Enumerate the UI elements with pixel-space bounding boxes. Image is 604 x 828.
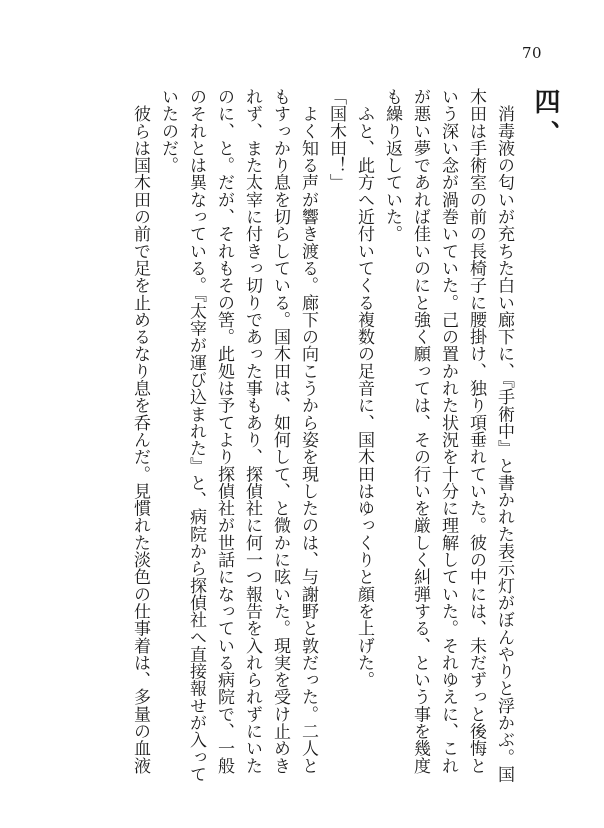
text-line: も繰り返していた。 bbox=[382, 88, 402, 243]
text-line: のに、と。だが、それもその筈。此処は予てより探偵社が世話になっている病院で、一般 bbox=[214, 88, 234, 774]
chapter-title: 四、 bbox=[530, 88, 560, 152]
text-line: れず、また太宰に付きっ切りであった事もあり、探偵社に何一つ報告を入れられずにいた bbox=[242, 88, 262, 774]
text-line: ふと、此方へ近付いてくる複数の足音に、国木田はゆっくりと顔を上げた。 bbox=[354, 88, 374, 689]
text-line: いたのだ。 bbox=[158, 88, 178, 174]
text-line: 木田は手術室の前の長椅子に腰掛け、独り項垂れていた。彼の中には、未だずっと後悔と bbox=[466, 88, 486, 774]
text-line: もすっかり息を切らしている。国木田は、如何して、と微かに呟いた。現実を受け止めき bbox=[270, 88, 290, 774]
text-line: が悪い夢であれば佳いのにと強く願っては、その行いを厳しく糾弾する、という事を幾度 bbox=[410, 88, 430, 774]
body-text bbox=[126, 88, 518, 788]
text-line: いう深い念が渦巻いていた。己の置かれた状況を十分に理解していた。それゆえに、これ bbox=[438, 88, 458, 774]
text-line: のそれとは異なっている。『太宰が運び込まれた』と、病院から探偵社へ直接報せが入って bbox=[186, 88, 206, 783]
text-line: 彼らは国木田の前で足を止めるなり息を呑んだ。見慣れた淡色の仕事着は、多量の血液 bbox=[130, 88, 150, 774]
page-number: 70 bbox=[522, 44, 543, 62]
text-line: よく知る声が響き渡る。廊下の向こうから姿を現したのは、与謝野と敦だった。二人と bbox=[298, 88, 318, 774]
text-line: 消毒液の匂いが充ちた白い廊下に、『手術中』と書かれた表示灯がぼんやりと浮かぶ。国 bbox=[494, 88, 514, 783]
text-line: 「国木田！」 bbox=[326, 88, 346, 191]
